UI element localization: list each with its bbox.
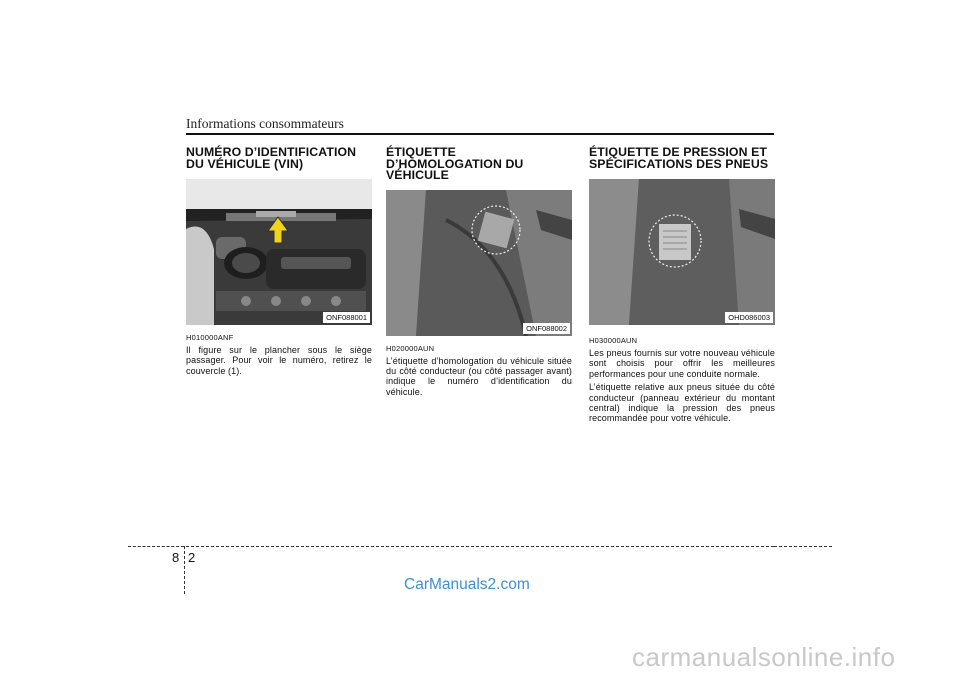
footer-rule [186,546,774,547]
section-paragraph: L’étiquette relative aux pneus située du côté conducteur (panneau extérieur du montant central) indique la pression des pneus recommandée pour votre véhicule. [589,382,775,424]
section-heading: ÉTIQUETTE D’HOMOLOGATION DU VÉHICULE [386,145,524,182]
section-vin [186,147,372,376]
door-jamb-illustration [589,179,775,325]
engine-bay-illustration [186,179,372,325]
page-number: 2 [188,550,196,565]
section-paragraph: Les pneus fournis sur votre nouveau véhicule sont choisis pour offrir les meilleures performances pour une conduite normale. [589,348,775,379]
footer-rule-left [128,546,184,547]
footer-rule-right [774,546,832,547]
figure-label: ONF088001 [323,312,370,323]
page-header-title: Informations consommateurs [186,116,344,131]
door-jamb-figure [589,179,775,325]
section-paragraph: Il figure sur le plancher sous le siège passager. Pour voir le numéro, retirez le couvercle (1). [186,345,372,376]
engine-bay-figure [186,179,372,325]
section-homologation [386,147,572,397]
section-paragraph: L’étiquette d’homologation du véhicule située du côté conducteur (ou côté passager avant) indique le numéro d’identification du véhicule. [386,355,572,397]
footer-rule-vertical [184,546,185,594]
figure-label: OHD086003 [725,312,773,323]
watermark-site: carmanualsonline.info [632,642,896,672]
figure-label: ONF088002 [523,323,570,334]
section-tire-pressure [589,147,775,424]
section-heading: NUMÉRO D’IDENTIFICATION DU VÉHICULE (VIN) [186,145,357,171]
door-pillar-illustration [386,190,572,336]
section-code: H030000AUN [589,336,638,345]
section-code: H010000ANF [186,333,234,342]
chapter-number: 8 [172,550,180,565]
section-code: H020000AUN [386,343,435,353]
section-heading: ÉTIQUETTE DE PRESSION ET SPÉCIFICATIONS DES PNEUS [589,145,769,171]
header-rule [186,133,774,135]
door-pillar-figure [386,190,572,336]
watermark-link[interactable]: CarManuals2.com [404,576,530,593]
